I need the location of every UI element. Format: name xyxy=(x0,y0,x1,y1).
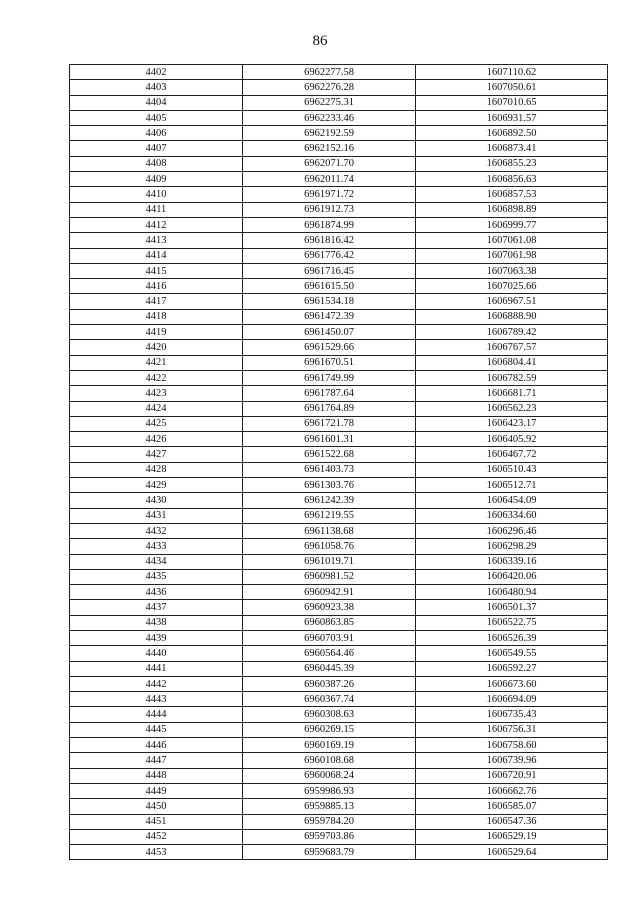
x-coordinate-cell: 6961716.45 xyxy=(243,263,416,278)
y-coordinate-cell: 1606673.60 xyxy=(416,676,608,691)
x-coordinate-cell: 6962152.16 xyxy=(243,141,416,156)
point-number-cell: 4417 xyxy=(70,294,243,309)
table-row xyxy=(70,432,608,447)
point-number-cell: 4444 xyxy=(70,707,243,722)
point-number-cell: 4439 xyxy=(70,630,243,645)
point-number-cell: 4425 xyxy=(70,416,243,431)
y-coordinate-cell: 1606857.53 xyxy=(416,187,608,202)
point-number-cell: 4418 xyxy=(70,309,243,324)
x-coordinate-cell: 6961522.68 xyxy=(243,447,416,462)
table-row xyxy=(70,707,608,722)
point-number-cell: 4421 xyxy=(70,355,243,370)
y-coordinate-cell: 1606512.71 xyxy=(416,478,608,493)
x-coordinate-cell: 6962233.46 xyxy=(243,110,416,125)
point-number-cell: 4414 xyxy=(70,248,243,263)
table-row xyxy=(70,80,608,95)
y-coordinate-cell: 1607061.08 xyxy=(416,233,608,248)
table-row xyxy=(70,370,608,385)
table-row xyxy=(70,539,608,554)
y-coordinate-cell: 1606296.46 xyxy=(416,523,608,538)
x-coordinate-cell: 6961303.76 xyxy=(243,478,416,493)
x-coordinate-cell: 6962192.59 xyxy=(243,126,416,141)
point-number-cell: 4426 xyxy=(70,432,243,447)
y-coordinate-cell: 1606999.77 xyxy=(416,217,608,232)
table-row xyxy=(70,630,608,645)
x-coordinate-cell: 6961138.68 xyxy=(243,523,416,538)
table-row xyxy=(70,799,608,814)
point-number-cell: 4415 xyxy=(70,263,243,278)
point-number-cell: 4434 xyxy=(70,554,243,569)
table-row xyxy=(70,692,608,707)
x-coordinate-cell: 6960068.24 xyxy=(243,768,416,783)
x-coordinate-cell: 6961242.39 xyxy=(243,493,416,508)
y-coordinate-cell: 1607063.38 xyxy=(416,263,608,278)
x-coordinate-cell: 6960387.26 xyxy=(243,676,416,691)
point-number-cell: 4404 xyxy=(70,95,243,110)
point-number-cell: 4423 xyxy=(70,386,243,401)
x-coordinate-cell: 6961529.66 xyxy=(243,340,416,355)
y-coordinate-cell: 1606758.60 xyxy=(416,738,608,753)
y-coordinate-cell: 1606334.60 xyxy=(416,508,608,523)
x-coordinate-cell: 6959703.86 xyxy=(243,829,416,844)
y-coordinate-cell: 1606856.63 xyxy=(416,172,608,187)
point-number-cell: 4410 xyxy=(70,187,243,202)
y-coordinate-cell: 1606782.59 xyxy=(416,370,608,385)
table-row xyxy=(70,65,608,80)
table-row xyxy=(70,386,608,401)
x-coordinate-cell: 6961874.99 xyxy=(243,217,416,232)
y-coordinate-cell: 1606888.90 xyxy=(416,309,608,324)
y-coordinate-cell: 1606298.29 xyxy=(416,539,608,554)
point-number-cell: 4437 xyxy=(70,600,243,615)
table-row xyxy=(70,585,608,600)
x-coordinate-cell: 6960169.19 xyxy=(243,738,416,753)
y-coordinate-cell: 1606720.91 xyxy=(416,768,608,783)
x-coordinate-cell: 6960108.68 xyxy=(243,753,416,768)
point-number-cell: 4409 xyxy=(70,172,243,187)
x-coordinate-cell: 6960308.63 xyxy=(243,707,416,722)
x-coordinate-cell: 6961816.42 xyxy=(243,233,416,248)
table-row xyxy=(70,753,608,768)
x-coordinate-cell: 6961450.07 xyxy=(243,325,416,340)
coordinates-table-body xyxy=(70,65,608,860)
y-coordinate-cell: 1606931.57 xyxy=(416,110,608,125)
point-number-cell: 4413 xyxy=(70,233,243,248)
table-row xyxy=(70,661,608,676)
point-number-cell: 4453 xyxy=(70,845,243,860)
point-number-cell: 4452 xyxy=(70,829,243,844)
x-coordinate-cell: 6959885.13 xyxy=(243,799,416,814)
table-row xyxy=(70,646,608,661)
point-number-cell: 4403 xyxy=(70,80,243,95)
table-row xyxy=(70,447,608,462)
table-row xyxy=(70,554,608,569)
y-coordinate-cell: 1606735.43 xyxy=(416,707,608,722)
y-coordinate-cell: 1606562.23 xyxy=(416,401,608,416)
table-row xyxy=(70,615,608,630)
table-row xyxy=(70,814,608,829)
point-number-cell: 4443 xyxy=(70,692,243,707)
point-number-cell: 4406 xyxy=(70,126,243,141)
table-row xyxy=(70,217,608,232)
y-coordinate-cell: 1606789.42 xyxy=(416,325,608,340)
x-coordinate-cell: 6959986.93 xyxy=(243,783,416,798)
y-coordinate-cell: 1606767.57 xyxy=(416,340,608,355)
table-row xyxy=(70,156,608,171)
point-number-cell: 4451 xyxy=(70,814,243,829)
table-row xyxy=(70,416,608,431)
y-coordinate-cell: 1606739.96 xyxy=(416,753,608,768)
y-coordinate-cell: 1606467.72 xyxy=(416,447,608,462)
x-coordinate-cell: 6962011.74 xyxy=(243,172,416,187)
table-row xyxy=(70,263,608,278)
point-number-cell: 4448 xyxy=(70,768,243,783)
table-row xyxy=(70,172,608,187)
point-number-cell: 4431 xyxy=(70,508,243,523)
x-coordinate-cell: 6961219.55 xyxy=(243,508,416,523)
y-coordinate-cell: 1606547.36 xyxy=(416,814,608,829)
point-number-cell: 4447 xyxy=(70,753,243,768)
x-coordinate-cell: 6959683.79 xyxy=(243,845,416,860)
point-number-cell: 4438 xyxy=(70,615,243,630)
table-row xyxy=(70,202,608,217)
y-coordinate-cell: 1606855.23 xyxy=(416,156,608,171)
page-number: 86 xyxy=(312,33,328,49)
point-number-cell: 4405 xyxy=(70,110,243,125)
table-row xyxy=(70,309,608,324)
x-coordinate-cell: 6960863.85 xyxy=(243,615,416,630)
point-number-cell: 4419 xyxy=(70,325,243,340)
y-coordinate-cell: 1606873.41 xyxy=(416,141,608,156)
y-coordinate-cell: 1606804.41 xyxy=(416,355,608,370)
table-row xyxy=(70,738,608,753)
x-coordinate-cell: 6961615.50 xyxy=(243,279,416,294)
table-row xyxy=(70,600,608,615)
x-coordinate-cell: 6960942.91 xyxy=(243,585,416,600)
table-row xyxy=(70,187,608,202)
y-coordinate-cell: 1606480.94 xyxy=(416,585,608,600)
point-number-cell: 4436 xyxy=(70,585,243,600)
table-row xyxy=(70,768,608,783)
table-row xyxy=(70,676,608,691)
table-row xyxy=(70,126,608,141)
table-row xyxy=(70,508,608,523)
y-coordinate-cell: 1606898.89 xyxy=(416,202,608,217)
table-row xyxy=(70,233,608,248)
y-coordinate-cell: 1606510.43 xyxy=(416,462,608,477)
table-row xyxy=(70,493,608,508)
x-coordinate-cell: 6960367.74 xyxy=(243,692,416,707)
table-row xyxy=(70,355,608,370)
point-number-cell: 4407 xyxy=(70,141,243,156)
coordinates-table xyxy=(69,64,608,860)
point-number-cell: 4442 xyxy=(70,676,243,691)
point-number-cell: 4450 xyxy=(70,799,243,814)
y-coordinate-cell: 1606405.92 xyxy=(416,432,608,447)
x-coordinate-cell: 6960923.38 xyxy=(243,600,416,615)
table-row xyxy=(70,325,608,340)
table-row xyxy=(70,845,608,860)
y-coordinate-cell: 1606454.09 xyxy=(416,493,608,508)
table-row xyxy=(70,523,608,538)
y-coordinate-cell: 1606522.75 xyxy=(416,615,608,630)
x-coordinate-cell: 6961971.72 xyxy=(243,187,416,202)
point-number-cell: 4402 xyxy=(70,65,243,80)
x-coordinate-cell: 6962275.31 xyxy=(243,95,416,110)
x-coordinate-cell: 6961403.73 xyxy=(243,462,416,477)
table-row xyxy=(70,829,608,844)
x-coordinate-cell: 6961787.64 xyxy=(243,386,416,401)
point-number-cell: 4435 xyxy=(70,569,243,584)
x-coordinate-cell: 6961472.39 xyxy=(243,309,416,324)
x-coordinate-cell: 6960981.52 xyxy=(243,569,416,584)
x-coordinate-cell: 6960445.39 xyxy=(243,661,416,676)
table-row xyxy=(70,340,608,355)
x-coordinate-cell: 6962277.58 xyxy=(243,65,416,80)
table-row xyxy=(70,141,608,156)
table-row xyxy=(70,95,608,110)
x-coordinate-cell: 6960703.91 xyxy=(243,630,416,645)
y-coordinate-cell: 1606756.31 xyxy=(416,722,608,737)
point-number-cell: 4422 xyxy=(70,370,243,385)
y-coordinate-cell: 1607010.65 xyxy=(416,95,608,110)
y-coordinate-cell: 1606967.51 xyxy=(416,294,608,309)
table-row xyxy=(70,401,608,416)
table-row xyxy=(70,478,608,493)
point-number-cell: 4408 xyxy=(70,156,243,171)
x-coordinate-cell: 6961721.78 xyxy=(243,416,416,431)
table-row xyxy=(70,110,608,125)
x-coordinate-cell: 6962071.70 xyxy=(243,156,416,171)
y-coordinate-cell: 1607025.66 xyxy=(416,279,608,294)
x-coordinate-cell: 6961058.76 xyxy=(243,539,416,554)
x-coordinate-cell: 6961749.99 xyxy=(243,370,416,385)
point-number-cell: 4433 xyxy=(70,539,243,554)
point-number-cell: 4440 xyxy=(70,646,243,661)
x-coordinate-cell: 6962276.28 xyxy=(243,80,416,95)
y-coordinate-cell: 1606585.07 xyxy=(416,799,608,814)
point-number-cell: 4428 xyxy=(70,462,243,477)
y-coordinate-cell: 1606592.27 xyxy=(416,661,608,676)
y-coordinate-cell: 1607050.61 xyxy=(416,80,608,95)
point-number-cell: 4412 xyxy=(70,217,243,232)
point-number-cell: 4449 xyxy=(70,783,243,798)
x-coordinate-cell: 6961601.31 xyxy=(243,432,416,447)
point-number-cell: 4420 xyxy=(70,340,243,355)
table-row xyxy=(70,783,608,798)
table-row xyxy=(70,279,608,294)
x-coordinate-cell: 6961670.51 xyxy=(243,355,416,370)
x-coordinate-cell: 6961019.71 xyxy=(243,554,416,569)
point-number-cell: 4429 xyxy=(70,478,243,493)
table-row xyxy=(70,722,608,737)
table-row xyxy=(70,294,608,309)
point-number-cell: 4441 xyxy=(70,661,243,676)
y-coordinate-cell: 1606681.71 xyxy=(416,386,608,401)
x-coordinate-cell: 6961912.73 xyxy=(243,202,416,217)
y-coordinate-cell: 1606694.09 xyxy=(416,692,608,707)
point-number-cell: 4424 xyxy=(70,401,243,416)
y-coordinate-cell: 1606420.06 xyxy=(416,569,608,584)
table-row xyxy=(70,462,608,477)
point-number-cell: 4446 xyxy=(70,738,243,753)
point-number-cell: 4432 xyxy=(70,523,243,538)
point-number-cell: 4416 xyxy=(70,279,243,294)
point-number-cell: 4430 xyxy=(70,493,243,508)
point-number-cell: 4411 xyxy=(70,202,243,217)
y-coordinate-cell: 1606529.64 xyxy=(416,845,608,860)
x-coordinate-cell: 6961764.89 xyxy=(243,401,416,416)
y-coordinate-cell: 1607110.62 xyxy=(416,65,608,80)
y-coordinate-cell: 1606662.76 xyxy=(416,783,608,798)
x-coordinate-cell: 6960269.15 xyxy=(243,722,416,737)
x-coordinate-cell: 6960564.46 xyxy=(243,646,416,661)
y-coordinate-cell: 1606501.37 xyxy=(416,600,608,615)
y-coordinate-cell: 1606549.55 xyxy=(416,646,608,661)
x-coordinate-cell: 6961534.18 xyxy=(243,294,416,309)
y-coordinate-cell: 1607061.98 xyxy=(416,248,608,263)
y-coordinate-cell: 1606529.19 xyxy=(416,829,608,844)
x-coordinate-cell: 6961776.42 xyxy=(243,248,416,263)
y-coordinate-cell: 1606526.39 xyxy=(416,630,608,645)
y-coordinate-cell: 1606892.50 xyxy=(416,126,608,141)
y-coordinate-cell: 1606423.17 xyxy=(416,416,608,431)
y-coordinate-cell: 1606339.16 xyxy=(416,554,608,569)
table-row xyxy=(70,569,608,584)
point-number-cell: 4427 xyxy=(70,447,243,462)
x-coordinate-cell: 6959784.20 xyxy=(243,814,416,829)
point-number-cell: 4445 xyxy=(70,722,243,737)
table-row xyxy=(70,248,608,263)
